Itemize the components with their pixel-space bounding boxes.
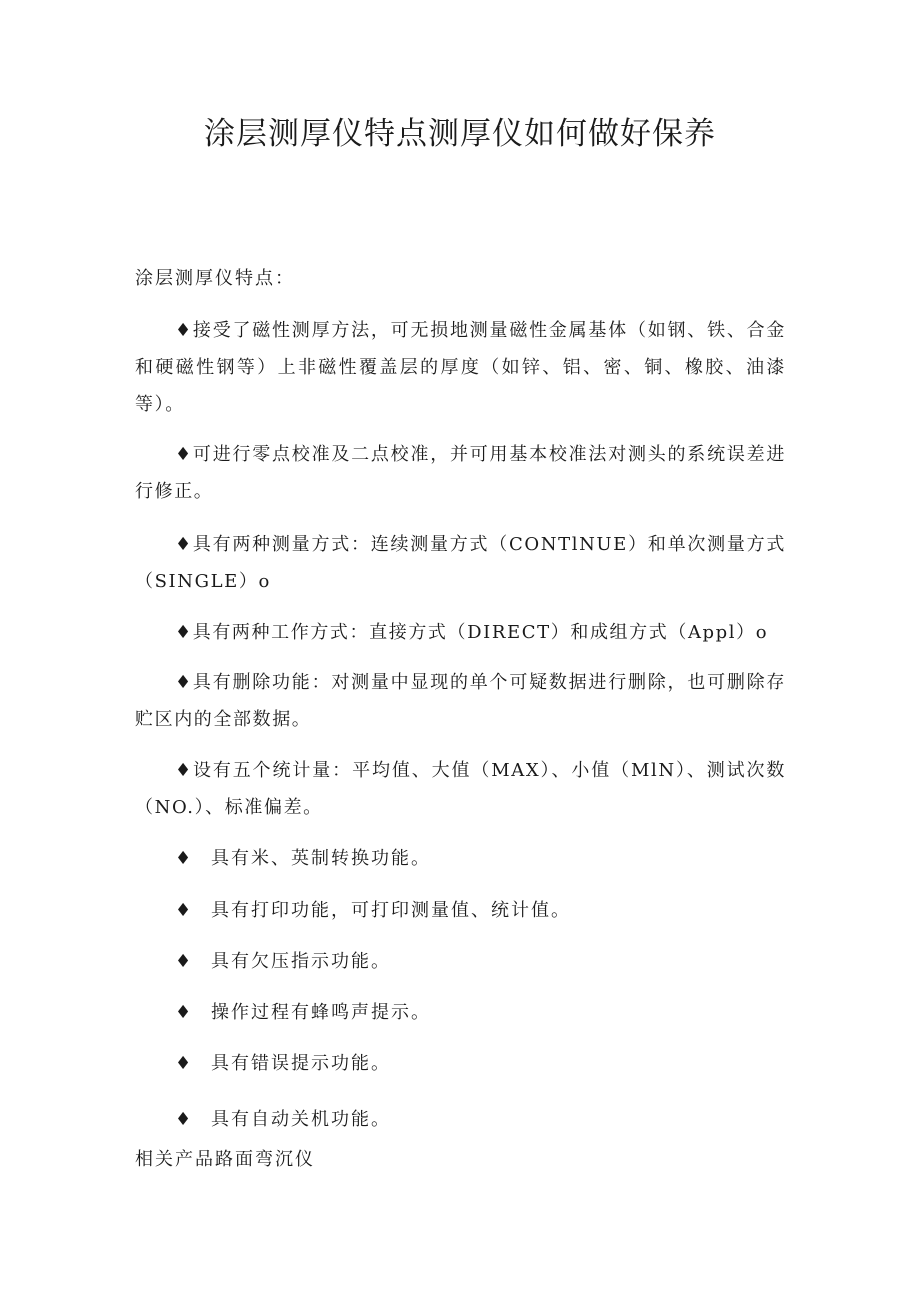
diamond-bullet-icon: ♦ [175, 1053, 194, 1074]
diamond-bullet-icon: ♦ [175, 1109, 194, 1130]
section-heading: 涂层测厚仪特点： [135, 268, 295, 289]
bullet-item [175, 1107, 391, 1133]
bullet-item [175, 1051, 391, 1077]
diamond-bullet-icon: ♦ [175, 848, 194, 869]
diamond-bullet-icon: ♦ [175, 1002, 194, 1023]
paragraph-measurement-modes: ♦具有两种测量方式：连续测量方式（CONTlNUE）和单次测量方式（SINGLE）o [135, 534, 786, 592]
diamond-bullet-icon: ♦ [175, 951, 194, 972]
related-products-line: 相关产品路面弯沉仪 [135, 1149, 315, 1170]
paragraph-calibration: ♦可进行零点校准及二点校准，并可用基本校准法对测头的系统误差进行修正。 [135, 444, 786, 502]
bullet-text: 具有米、英制转换功能。 [211, 848, 431, 869]
bullet-item [175, 949, 391, 975]
diamond-bullet-icon: ♦ [175, 900, 194, 921]
paragraph-work-modes: ♦具有两种工作方式：直接方式（DIRECT）和成组方式（Appl）o [175, 622, 769, 643]
bullet-text: 具有错误提示功能。 [211, 1053, 391, 1074]
bullet-text: 具有欠压指示功能。 [211, 951, 391, 972]
bullet-item [175, 1000, 431, 1026]
bullet-item [175, 898, 571, 924]
document-title: 涂层测厚仪特点测厚仪如何做好保养 [204, 116, 716, 152]
bullet-text: 具有打印功能，可打印测量值、统计值。 [211, 900, 571, 921]
paragraph-delete-function: ♦具有删除功能：对测量中显现的单个可疑数据进行删除，也可删除存贮区内的全部数据。 [135, 672, 786, 730]
bullet-text: 操作过程有蜂鸣声提示。 [211, 1002, 431, 1023]
bullet-text: 具有自动关机功能。 [211, 1109, 391, 1130]
paragraph-magnetic-method: ♦接受了磁性测厚方法，可无损地测量磁性金属基体（如钢、铁、合金和硬磁性钢等）上非磁性覆盖层的厚度（如锌、铝、密、铜、橡胶、油漆等）。 [135, 320, 786, 415]
paragraph-statistics: ♦设有五个统计量：平均值、大值（MAX）、小值（MlN）、测试次数（NO.）、标准偏差。 [135, 760, 786, 818]
bullet-item [175, 846, 431, 872]
